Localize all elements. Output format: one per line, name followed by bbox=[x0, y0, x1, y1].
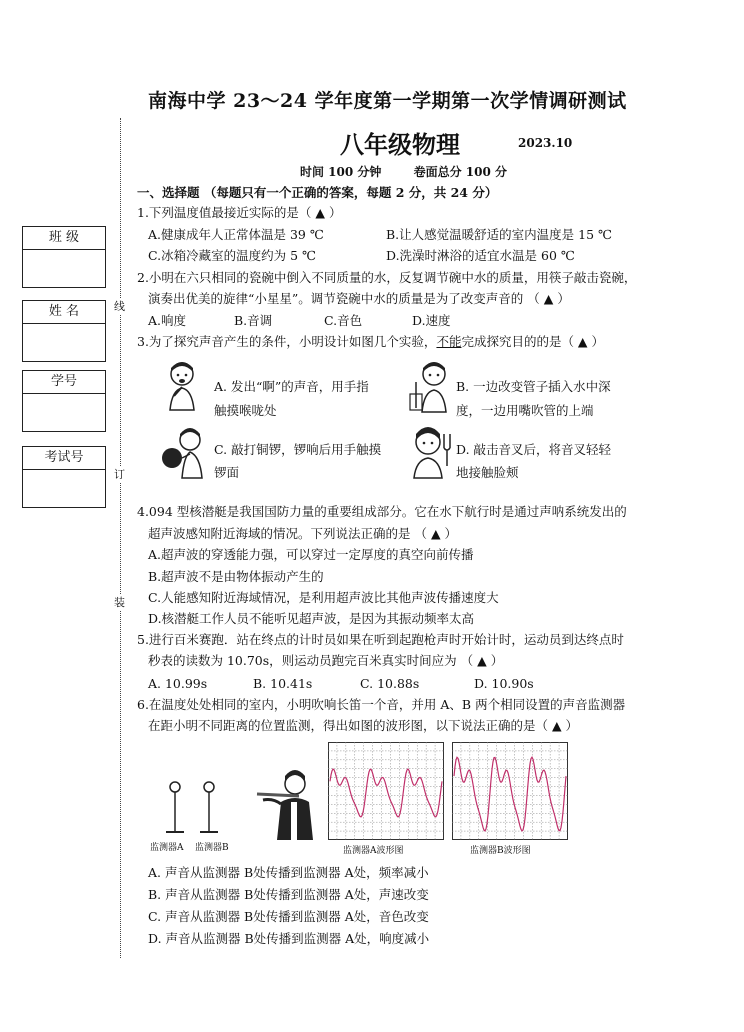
q1-stem: 1.下列温度值最接近实际的是（ ▲ ） bbox=[137, 205, 342, 220]
tube-blowing-illustration bbox=[408, 360, 456, 414]
q4-option-b: B.超声波不是由物体振动产生的 bbox=[148, 569, 324, 584]
binding-line bbox=[120, 118, 121, 958]
q1-option-b: B.让人感觉温暖舒适的室内温度是 15 ℃ bbox=[386, 227, 612, 242]
monitor-b-caption: 监测器B bbox=[195, 843, 229, 853]
q2-option-a: A.响度 bbox=[148, 313, 187, 328]
q5-stem-2: 秒表的读数为 10.70s，则运动员跑完百米真实时间应为 （ ▲ ） bbox=[148, 653, 504, 668]
waveform-b-caption: 监测器B波形图 bbox=[470, 846, 531, 856]
q5-option-b: B. 10.41s bbox=[253, 676, 313, 691]
q3-stem-pre: 3.为了探究声音产生的条件，小明设计如图几个实验， bbox=[137, 334, 437, 349]
name-box bbox=[22, 300, 106, 362]
q5-stem-1: 5.进行百米赛跑．站在终点的计时员如果在听到起跑枪声时开始计时，运动员到达终点时 bbox=[137, 632, 624, 647]
q4-stem-1: 4.094 型核潜艇是我国国防力量的重要组成部分。它在水下航行时是通过声呐系统发出的 bbox=[137, 504, 627, 519]
exam-score: 卷面总分 100 分 bbox=[413, 165, 507, 179]
q3-option-b-line2: 度，一边用嘴吹管的上端 bbox=[456, 403, 594, 418]
q4-option-a: A.超声波的穿透能力强，可以穿过一定厚度的真空向前传播 bbox=[148, 547, 474, 562]
q2-option-b: B.音调 bbox=[234, 313, 273, 328]
q3-option-c-line2: 锣面 bbox=[214, 465, 240, 480]
q6-option-c: C. 声音从监测器 B处传播到监测器 A处，音色改变 bbox=[148, 909, 429, 924]
exam-title: 南海中学 23～24 学年度第一学期第一次学情调研测试 bbox=[148, 90, 627, 112]
binding-label-ding: 订 bbox=[114, 468, 125, 481]
student-id-label: 学号 bbox=[23, 371, 105, 394]
subject-title: 八年级物理 bbox=[340, 130, 460, 159]
class-label: 班 级 bbox=[23, 227, 105, 250]
exam-no-label: 考试号 bbox=[23, 447, 105, 470]
q5-option-a: A. 10.99s bbox=[148, 676, 208, 691]
q4-option-d: D.核潜艇工作人员不能听见超声波，是因为其振动频率太高 bbox=[148, 611, 475, 626]
exam-time: 时间 100 分钟 bbox=[300, 165, 382, 179]
q5-option-d: D. 10.90s bbox=[474, 676, 534, 691]
q5-option-c: C. 10.88s bbox=[360, 676, 420, 691]
q6-stem-1: 6.在温度处处相同的室内，小明吹响长笛一个音，并用 A、B 两个相同设置的声音监测器 bbox=[137, 697, 626, 712]
monitor-a-caption: 监测器A bbox=[150, 843, 184, 853]
flute-player-illustration bbox=[255, 770, 323, 842]
exam-date: 2023.10 bbox=[518, 136, 573, 150]
q1-option-c: C.冰箱冷藏室的温度约为 5 ℃ bbox=[148, 248, 316, 263]
name-field[interactable] bbox=[23, 324, 105, 361]
monitor-illustration bbox=[162, 780, 222, 838]
waveform-b bbox=[452, 742, 568, 840]
class-field[interactable] bbox=[23, 250, 105, 287]
waveform-a-caption: 监测器A波形图 bbox=[343, 846, 404, 856]
q2-option-c: C.音色 bbox=[324, 313, 363, 328]
throat-touch-illustration bbox=[160, 360, 208, 412]
q3-option-a-line1: A. 发出“啊”的声音，用手指 bbox=[214, 379, 369, 394]
q3-option-a-line2: 触摸喉咙处 bbox=[214, 403, 277, 418]
tuning-fork-illustration bbox=[408, 426, 458, 480]
q3-option-d-line1: D. 敲击音叉后，将音叉轻轻 bbox=[456, 442, 612, 457]
student-id-box bbox=[22, 370, 106, 432]
q6-option-a: A. 声音从监测器 B处传播到监测器 A处，频率减小 bbox=[148, 865, 429, 880]
gong-illustration bbox=[160, 428, 210, 480]
class-box bbox=[22, 226, 106, 288]
waveform-a bbox=[328, 742, 444, 840]
q3-stem-post: 完成探究目的的是（ ▲ ） bbox=[461, 334, 605, 349]
q3-option-c-line1: C. 敲打铜锣，锣响后用手触摸 bbox=[214, 442, 382, 457]
q3-stem-emphasis: 不能 bbox=[436, 334, 462, 349]
q1-option-a: A.健康成年人正常体温是 39 ℃ bbox=[148, 227, 324, 242]
exam-meta bbox=[300, 163, 507, 180]
q1-option-d: D.洗澡时淋浴的适宜水温是 60 ℃ bbox=[386, 248, 575, 263]
binding-label-line: 线 bbox=[114, 300, 125, 313]
q4-stem-2: 超声波感知附近海域的情况。下列说法正确的是 （ ▲ ） bbox=[148, 526, 458, 541]
q6-option-d: D. 声音从监测器 B处传播到监测器 A处，响度减小 bbox=[148, 931, 430, 946]
q6-stem-2: 在距小明不同距离的位置监测，得出如图的波形图，以下说法正确的是（ ▲ ） bbox=[148, 718, 579, 733]
exam-no-field[interactable] bbox=[23, 470, 105, 507]
q3-stem bbox=[137, 333, 604, 351]
section-heading: 一、选择题 （每题只有一个正确的答案，每题 2 分，共 24 分） bbox=[137, 185, 498, 200]
q6-option-b: B. 声音从监测器 B处传播到监测器 A处，声速改变 bbox=[148, 887, 429, 902]
binding-label-zhuang: 装 bbox=[114, 596, 125, 609]
student-id-field[interactable] bbox=[23, 394, 105, 431]
q3-option-b-line1: B. 一边改变管子插入水中深 bbox=[456, 379, 611, 394]
exam-no-box bbox=[22, 446, 106, 508]
q2-option-d: D.速度 bbox=[412, 313, 451, 328]
q2-stem-1: 2.小明在六只相同的瓷碗中倒入不同质量的水，反复调节碗中水的质量，用筷子敲击瓷碗， bbox=[137, 270, 637, 285]
name-label: 姓 名 bbox=[23, 301, 105, 324]
q3-option-d-line2: 地接触脸颊 bbox=[456, 465, 519, 480]
q2-stem-2: 演奏出优美的旋律“小星星”。调节瓷碗中水的质量是为了改变声音的 （ ▲ ） bbox=[148, 291, 570, 306]
q4-option-c: C.人能感知附近海域情况，是利用超声波比其他声波传播速度大 bbox=[148, 590, 499, 605]
